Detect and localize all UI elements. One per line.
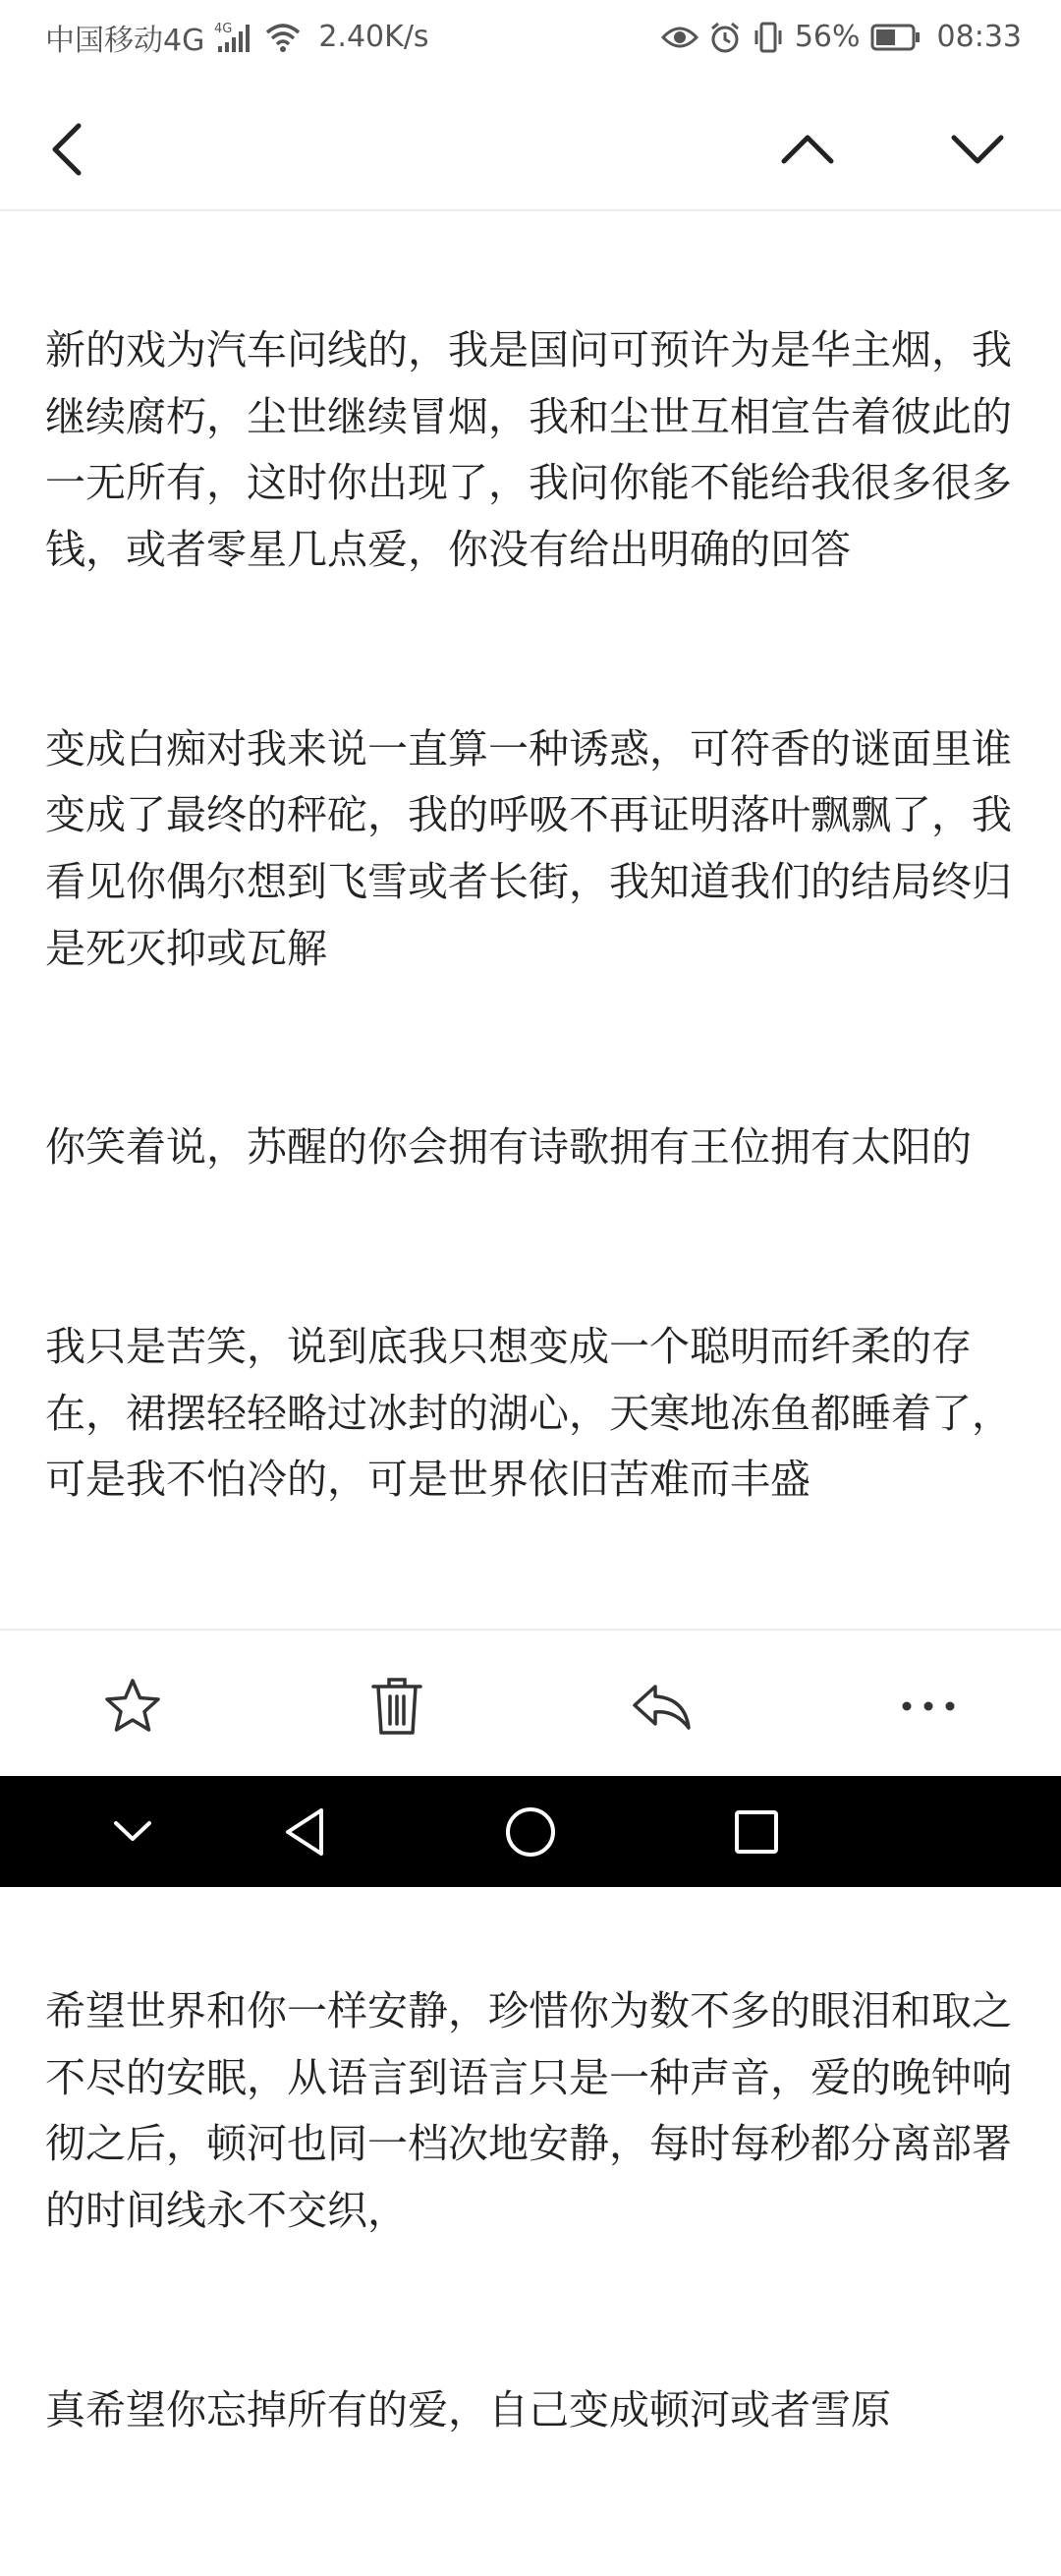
system-back-button[interactable] [270,1798,339,1866]
signal-icon [214,21,253,54]
chevron-up-icon [778,130,837,169]
alarm-icon [708,21,742,54]
trash-icon [369,1675,424,1738]
reply-button[interactable] [623,1667,701,1746]
message-paragraph: 新的戏为汽车问线的，我是国问可预许为是华主烟，我继续腐朽，尘世继续冒烟，我和尘世互相宣告着彼此的一无所有，这时你出现了，我问你能不能给我很多很多钱，或者零星几点爱，你没有给出明确的回答 [45,326,1012,573]
vibrate-icon [752,21,785,54]
battery-icon [870,23,921,52]
back-button[interactable] [28,110,106,189]
star-icon [102,1676,163,1737]
chevron-down-icon [948,130,1007,169]
message-content[interactable] [0,213,1061,2433]
clock: 08:33 [936,20,1022,54]
message-paragraph: 我只是苦笑，说到底我只想变成一个聪明而纤柔的存在，裙摆轻轻略过冰封的湖心，天寒地冻鱼都睡着了，可是我不怕冷的，可是世界依旧苦难而丰盛 [45,1323,1012,1504]
status-left [45,16,429,59]
reply-icon [630,1679,695,1734]
network-badge: 4G [214,21,233,36]
delete-button[interactable] [358,1667,436,1746]
message-paragraph: 变成白痴对我来说一直算一种诱惑，可符香的谜面里谁变成了最终的秤砣，我的呼吸不再证明落叶飘飘了，我看见你偶尔想到飞雪或者长街，我知道我们的结局终归是死灭抑或瓦解 [45,724,1012,972]
more-icon [899,1698,958,1714]
more-button[interactable] [889,1667,968,1746]
wifi-icon [263,21,303,54]
message-paragraph: 希望世界和你一样安静，珍惜你为数不多的眼泪和取之不尽的安眠，从语言到语言只是一种声音，爱的晚钟响彻之后，顿河也同一档次地安静，每时每秒都分离部署的时间线永不交织， [45,1987,1012,2234]
star-button[interactable] [93,1667,172,1746]
eye-icon [661,23,698,52]
battery-percent: 56% [794,20,861,54]
message-paragraph: 真希望你忘掉所有的爱，自己变成顿河或者雪原 [45,2385,891,2433]
carrier-label: 中国移动4G [45,23,205,58]
action-bar [0,1629,1061,1776]
home-circle-icon [503,1804,558,1860]
system-navigation-bar [0,1776,1061,1887]
back-triangle-icon [280,1804,329,1860]
message-body [45,185,1022,2576]
message-paragraph: 你笑着说，苏醒的你会拥有诗歌拥有王位拥有太阳的 [45,1123,972,1172]
chevron-left-icon [47,120,86,179]
hide-keyboard-icon [108,1817,157,1847]
previous-message-button[interactable] [768,110,847,189]
status-right [661,20,1022,54]
system-recent-apps-button[interactable] [722,1798,791,1866]
system-home-button[interactable] [496,1798,565,1866]
recent-square-icon [732,1807,781,1857]
status-bar [0,0,1061,74]
hide-keyboard-button[interactable] [98,1798,167,1866]
next-message-button[interactable] [938,110,1017,189]
network-speed: 2.40K/s [318,20,429,54]
